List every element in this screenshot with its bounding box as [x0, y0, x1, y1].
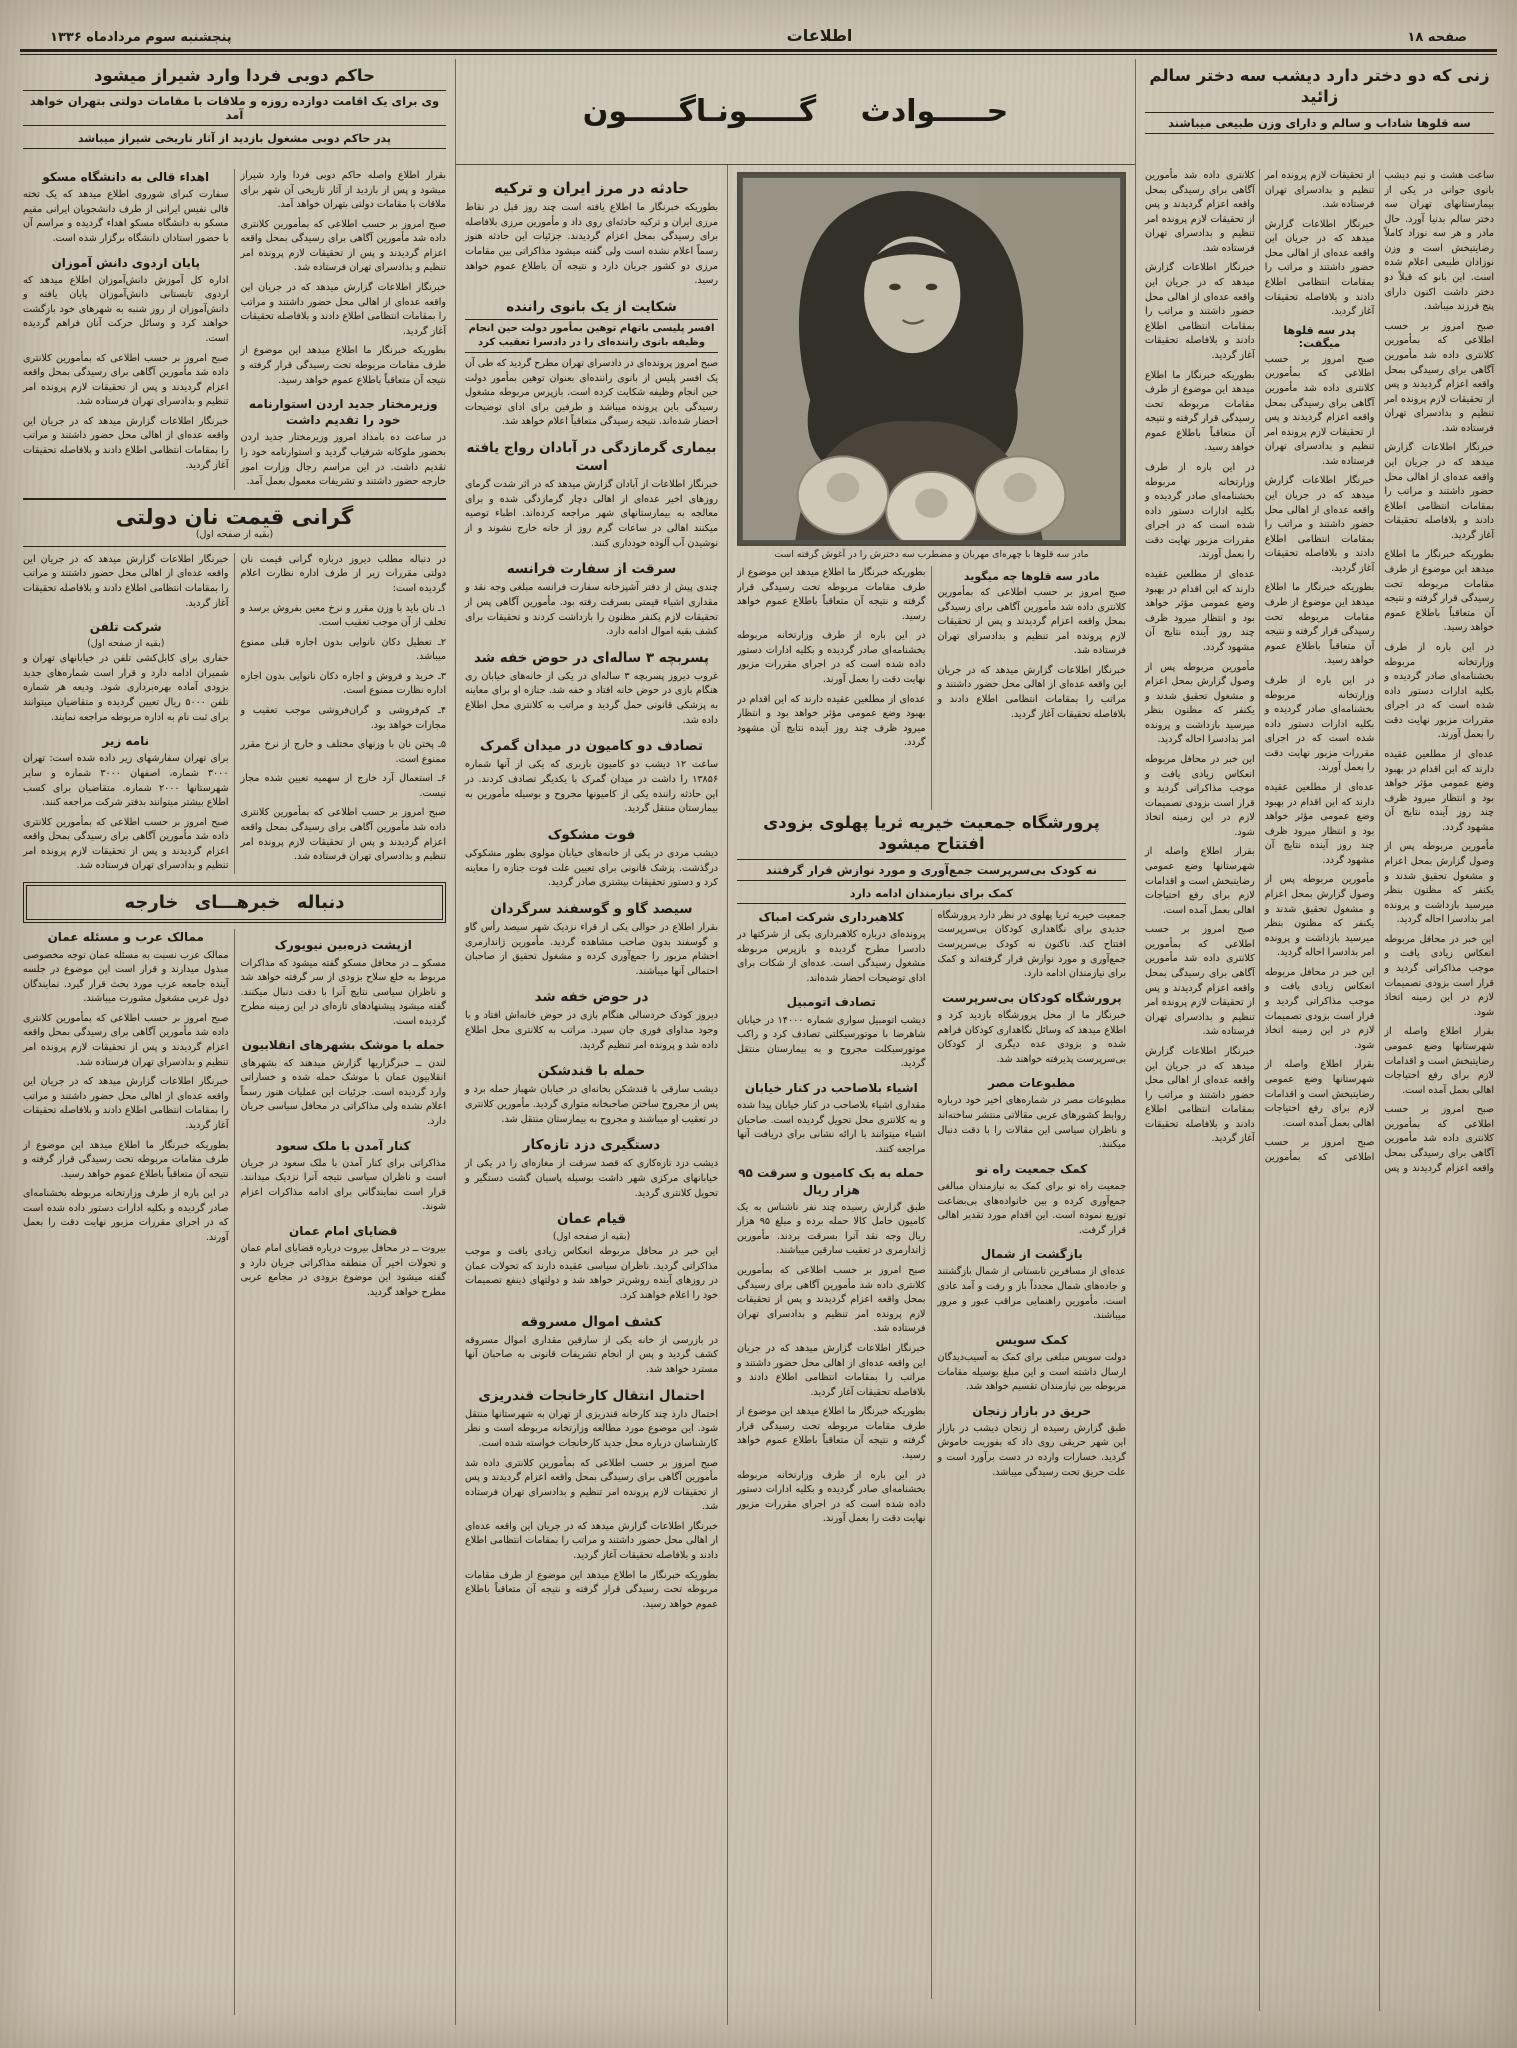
- photo-caption: مادر سه قلوها با چهره‌ای مهربان و مضطرب سه دخترش را در آغوش گرفته است: [774, 549, 1089, 560]
- foreign-section-body: مذاکراتی برای کنار آمدن با ملک سعود در جریان است و ناظران سیاسی نتیجه آنرا نزدیک میدانند. قرار است نمایندگانی برای ادامه مذاکرات اعزام شوند.: [240, 1157, 446, 1213]
- body-paragraph: مأمورین مربوطه پس از وصول گزارش بمحل اعزام و مشغول تحقیق شدند و یکنفر که مظنون بنظر میرسید بازداشت و پرونده امر بدادسرا احاله گردید.: [1264, 874, 1375, 959]
- brief-body: دولت سویس مبلغی برای کمک به آسیب‌دیدگان ارسال داشته است و این مبلغ بوسیله مقامات مربوطه بین نیازمندان تقسیم خواهد شد.: [937, 1351, 1126, 1393]
- letter-headline: نامه زیر: [102, 734, 150, 749]
- body-paragraph: صبح امروز بر حسب اطلاعی که بمأمورین کلانتری داده شد مأمورین آگاهی برای رسیدگی بمحل واقعه اعزام گردیدند و پس از تحقیقات لازم پرونده امر تنظیم و بدادسرای تهران فرستاده شد.: [1384, 320, 1494, 434]
- body-paragraph: بطوریکه خبرنگار ما اطلاع میدهد این موضوع از طرف مقامات مربوطه تحت رسیدگی قرار گرفته و نتیجه آن متعاقباً باطلاع عموم خواهد رسید.: [737, 1406, 926, 1461]
- incident-body: دیشب مردی در یکی از خانه‌های خیابان مولوی بطور مشکوکی درگذشت. پزشک قانونی برای تعیین علت فوت جنازه را معاینه کرد و دستور تحقیقات بیشتری صادر گردید.: [465, 847, 718, 889]
- incidents-extra-text: [465, 1457, 718, 1613]
- news-brief: [938, 1332, 1127, 1395]
- incident-article: [465, 737, 718, 817]
- body-paragraph: صبح امروز بر حسب اطلاعی که بمأمورین کلانتری داده شد مأمورین آگاهی برای رسیدگی بمحل واقعه اعزام گردیدند و پس از تحقیقات لازم پرونده امر تنظیم و بدادسرای تهران فرستاده شد.: [23, 816, 229, 872]
- body-paragraph: خبرنگار اطلاعات گزارش میدهد که در جریان این واقعه عده‌ای از اهالی محل حضور داشتند و مراتب را بمقامات انتظامی اطلاع دادند و بلافاصله تحقیقات آغاز گردید.: [23, 415, 229, 471]
- incident-article: [465, 988, 718, 1053]
- incident-headline: پسربچه ۳ ساله‌ای در حوض خفه شد: [473, 649, 709, 666]
- column-incidents: [455, 165, 727, 2025]
- triplets-lead: ساعت هشت و نیم دیشب بانوی جوانی در یکی از بیمارستانهای تهران سه دختر سالم بدنیا آورد. حال مادر و هر سه نوزاد کاملاً رضایتبخش است و وزن نوزادان طبیعی اعلام شده است. این بانو که قبلاً دو دختر داشت اکنون دارای پنج فرزند میباشد.: [1384, 170, 1494, 313]
- dubai-headline: حاکم دوبی فردا وارد شیراز میشود: [94, 66, 375, 85]
- body-paragraph: این خبر در محافل مربوطه انعکاس زیادی یافت و موجب مذاکراتی گردید و قرار است بزودی تصمیمات لازم در این زمینه اتخاذ شود.: [1384, 933, 1494, 1018]
- incident-article: [465, 1313, 718, 1378]
- brief-headline: کلاهبرداری شرکت امباک: [758, 909, 904, 924]
- page-number: صفحه ۱۸: [1407, 30, 1467, 45]
- body-paragraph: بطوریکه خبرنگار ما اطلاع میدهد این موضوع از طرف مقامات مربوطه تحت رسیدگی قرار گرفته و نتیجه آن متعاقباً باطلاع عموم خواهد رسید.: [737, 567, 926, 622]
- foreign-section: [241, 1037, 447, 1129]
- news-brief: [737, 1080, 926, 1158]
- dubai-subhead-2: پدر حاکم دوبی مشغول بازدید از آثار تاریخی شیراز میباشد: [23, 130, 446, 149]
- body-paragraph: خبرنگار اطلاعات گزارش میدهد که در جریان این واقعه عده‌ای از اهالی محل حضور داشتند و مراتب را بمقامات انتظامی اطلاع دادند و بلافاصله تحقیقات آغاز گردید.: [240, 282, 446, 337]
- brief-body: پرونده‌ای درباره کلاهبرداری یکی از شرکتها در دادسرا مطرح گردیده و بازپرس مربوطه مشغول رسیدگی است. عده‌ای از شکات برای ادای توضیحات احضار شده‌اند.: [737, 929, 926, 984]
- foreign-section: [23, 929, 229, 1007]
- incident-headline: قیام عمان: [557, 1211, 626, 1228]
- orphanage-lead: جمعیت خیریه ثریا پهلوی در نظر دارد پرورشگاه جدیدی برای نگاهداری کودکان بی‌سرپرست افتتاح کند. تاکنون نه کودک بی‌سرپرست جمع‌آوری و مورد نوازش قرار گرفته‌اند و کمک برای نیازمندان ادامه دارد.: [937, 909, 1126, 980]
- body-paragraph: خبرنگار اطلاعات گزارش میدهد که در جریان این واقعه عده‌ای از اهالی محل حضور داشتند و مراتب را بمقامات انتظامی اطلاع دادند و بلافاصله تحقیقات آغاز گردید.: [1145, 262, 1255, 361]
- incident-body: خبرنگار اطلاعات از آبادان گزارش میدهد که در اثر شدت گرمای روزهای اخیر عده‌ای از اهالی دچار گرمازدگی شده و برای معالجه به بیمارستانهای شهر مراجعه کرده‌اند. اطباء توصیه میکنند اهالی در ساعات گرم روز از خانه خارج نشوند و از نوشیدن آب آلوده خودداری کنند.: [465, 479, 718, 549]
- incident-article: [465, 1136, 718, 1201]
- incident-body: بطوریکه خبرنگار ما اطلاع یافته است چند روز قبل در نقاط مرزی ایران و ترکیه حادثه‌ای روی داد و مأمورین مرزی بلافاصله برای رسیدگی بمحل اعزام گردیدند. جزئیات این حادثه هنوز رسماً اعلام نشده است ولی گفته میشود مذاکراتی بین مقامات مرزی دو کشور جریان دارد و نتیجه آن باطلاع عموم خواهد رسید.: [465, 202, 718, 287]
- foreign-section-body: بیروت ــ در محافل بیروت درباره قضایای امام عمان و تحولات اخیر آن منطقه مذاکراتی جریان دارد و گفته میشود این موضوع بزودی در مجامع عربی مطرح خواهد گردید.: [240, 1243, 446, 1298]
- news-brief: [737, 1165, 926, 1259]
- body-paragraph: در این باره از طرف وزارتخانه مربوطه بخشنامه‌ای صادر گردیده و بکلیه ادارات دستور داده شده است که در اجرای مقررات مزبور نهایت دقت را بعمل آورند.: [737, 630, 926, 686]
- body-paragraph: صبح امروز بر حسب اطلاعی که بمأمورین کلانتری داده شد مأمورین آگاهی برای رسیدگی بمحل واقعه اعزام گردیدند و پس از تحقیقات لازم پرونده امر تنظیم و بدادسرای تهران فرستاده شد.: [23, 1012, 229, 1068]
- brief-body: مقداری اشیاء بلاصاحب در کنار خیابان پیدا شده و به کلانتری محل تحویل گردیده است. صاحبان اشیاء میتوانند با ارائه نشانی برای دریافت آنها مراجعه کنند.: [737, 1100, 926, 1155]
- body-paragraph: این خبر در محافل مربوطه انعکاس زیادی یافت و موجب مذاکراتی گردید و قرار است بزودی تصمیمات لازم در این زمینه اتخاذ شود.: [1145, 753, 1255, 838]
- orphanage-headline: پرورشگاه جمعیت خیریه ثریا پهلوی بزودی افتتاح میشود: [763, 813, 1100, 854]
- body-paragraph: بطوریکه خبرنگار ما اطلاع میدهد این موضوع از طرف مقامات مربوطه تحت رسیدگی قرار گرفته و نتیجه آن متعاقباً باطلاع عموم خواهد رسید.: [240, 345, 446, 386]
- bread-headline: گرانی قیمت نان دولتی: [115, 504, 354, 529]
- column-photo: [727, 165, 1135, 2025]
- incident-body: غروب دیروز پسربچه ۳ ساله‌ای در یکی از خانه‌های خیابان ری هنگام بازی در حوض خانه افتاد و خفه شد. جنازه او برای معاینه به پزشکی قانونی حمل گردید و مراتب به کلانتری محل اطلاع داده شد.: [465, 670, 719, 726]
- body-paragraph: عده‌ای از مطلعین عقیده دارند که این اقدام در بهبود وضع عمومی مؤثر خواهد بود و انتظار میرود ظرف چند روز آینده نتایج آن مشهود گردد.: [1384, 748, 1494, 833]
- telephone-headline: شرکت تلفن: [89, 620, 162, 635]
- incident-headline: در حوض خفه شد: [534, 989, 649, 1006]
- bread-rules-list: [241, 602, 447, 802]
- body-paragraph: صبح امروز بر حسب اطلاعی که بمأمورین کلانتری داده شد مأمورین آگاهی برای رسیدگی بمحل واقعه اعزام گردیدند و پس از تحقیقات لازم پرونده امر تنظیم و بدادسرای تهران فرستاده شد.: [737, 1265, 926, 1335]
- brief-headline: کمک سویس: [995, 1332, 1068, 1347]
- foreign-section-headline: قضایای امام عمان: [289, 1224, 398, 1239]
- brief-headline: اشیاء بلاصاحب در کنار خیابان: [744, 1080, 918, 1095]
- left-section-headline: وزیرمختار جدید اردن استوارنامه خود را تقدیم داشت: [248, 397, 438, 428]
- body-paragraph: در این باره از طرف وزارتخانه مربوطه بخشنامه‌ای صادر گردیده و بکلیه ادارات دستور داده شده است که در اجرای مقررات مزبور نهایت دقت را بعمل آورند.: [1264, 674, 1375, 774]
- brief-headline: کمک جمعیت راه نو: [976, 1161, 1088, 1176]
- brief-body: طبق گزارش رسیده از زنجان دیشب در بازار این شهر حریقی روی داد که بفوریت خاموش گردید. خسارات وارده در دست برآورد است و علت حریق تحت رسیدگی میباشد.: [937, 1422, 1126, 1478]
- body-paragraph: بطوریکه خبرنگار ما اطلاع میدهد این موضوع از طرف مقامات مربوطه تحت رسیدگی قرار گرفته و نتیجه آن متعاقباً باطلاع عموم خواهد رسید.: [465, 1569, 718, 1610]
- triplets-crosshead: پدر سه قلوها میگفت:: [1283, 323, 1356, 350]
- left-section-headline: اهداء قالی به دانشگاه مسکو: [42, 170, 210, 184]
- incident-body: دیروز کودک خردسالی هنگام بازی در حوض خانه‌اش افتاد و با وجود مداوای فوری جان سپرد. مراتب به کلانتری محل اطلاع داده شد و پرونده امر تنظیم گردید.: [465, 1010, 718, 1051]
- body-paragraph: ۱ـ نان باید با وزن مقرر و نرخ معین بفروش برسد و تخلف از آن موجب تعقیب است.: [240, 602, 446, 629]
- incident-headline: حمله با قندشکن: [537, 1063, 646, 1080]
- triplets-headline: زنی که دو دختر دارد دیشب سه دختر سالم زائید: [1149, 66, 1490, 107]
- incident-article: [465, 1062, 718, 1127]
- banner-title: حـــــوادث گـــــونـاگـــــون: [582, 94, 1009, 129]
- body-paragraph: صبح امروز بر حسب اطلاعی که بمأمورین کلانتری داده شد مأمورین آگاهی برای رسیدگی بمحل واقعه اعزام گردیدند و پس از تحقیقات لازم پرونده امر تنظیم و بدادسرای تهران فرستاده شد.: [1145, 170, 1375, 1163]
- column-left: [14, 165, 455, 2025]
- telephone-note: (بقیه از صفحه اول): [87, 638, 165, 650]
- incident-body: در بازرسی از خانه یکی از سارقین مقداری اموال مسروقه کشف گردید و پس از انجام تشریفات قانونی به صاحبان آنها مسترد خواهد شد.: [465, 1334, 718, 1375]
- incident-headline: فوت مشکوک: [547, 826, 636, 843]
- brief-headline: حریق در بازار زنجان: [972, 1403, 1092, 1418]
- brief-body: عده‌ای از مسافرین تابستانی از شمال بازگشتند و جاده‌های شمال مجدداً باز و رفت و آمد عادی است. مأمورین راهنمایی مراقب عبور و مرور میباشند.: [937, 1266, 1126, 1322]
- brief-headline: پرورشگاه کودکان بی‌سرپرست: [941, 990, 1122, 1005]
- body-paragraph: در این باره از طرف وزارتخانه مربوطه بخشنامه‌ای صادر گردیده و بکلیه ادارات دستور داده شده است که در اجرای مقررات مزبور نهایت دقت را بعمل آورند.: [1145, 461, 1255, 561]
- brief-headline: تصادف اتومبیل: [786, 995, 876, 1010]
- left-section: [23, 255, 229, 347]
- incident-body: صبح امروز پرونده‌ای در دادسرای تهران مطرح گردید که طی آن یک افسر پلیس از بانوی راننده‌ای بعنوان توهین بمأمور دولت حین انجام وظیفه شکایت کرده است. بازپرس مربوطه مشغول رسیدگی باین پرونده میباشد و طرفین برای ادای توضیحات احضار شده‌اند. نتیجه رسیدگی متعاقباً اعلام خواهد شد.: [465, 357, 718, 428]
- body-paragraph: خبرنگار اطلاعات گزارش میدهد که در جریان این واقعه عده‌ای از اهالی محل حضور داشتند و مراتب را بمقامات انتظامی اطلاع دادند و بلافاصله تحقیقات آغاز گردید.: [937, 664, 1126, 720]
- left-top-extra-text: [23, 352, 229, 474]
- body-paragraph: عده‌ای از مطلعین عقیده دارند که این اقدام در بهبود وضع عمومی مؤثر خواهد بود و انتظار میرود ظرف چند روز آینده نتایج آن مشهود گردد.: [1264, 781, 1375, 866]
- column-triplets: [1135, 165, 1503, 2025]
- foreign-section-headline: ممالک عرب و مسئله عمان: [47, 930, 204, 945]
- body-paragraph: صبح امروز بر حسب اطلاعی که بمأمورین کلانتری داده شد مأمورین آگاهی برای رسیدگی بمحل واقعه اعزام گردیدند و پس از تحقیقات لازم پرونده امر تنظیم و بدادسرای تهران فرستاده شد.: [465, 1457, 718, 1513]
- body-paragraph: عده‌ای از مطلعین عقیده دارند که این اقدام در بهبود وضع عمومی مؤثر خواهد بود و انتظار میرود ظرف چند روز آینده نتایج آن مشهود گردد.: [1145, 569, 1255, 653]
- incident-body: چندی پیش از دفتر آشپزخانه سفارت فرانسه مبلغی وجه نقد و مقداری اشیاء قیمتی بسرقت رفته بود. مأمورین آگاهی پس از تحقیقات لازم یکنفر مظنون را بازداشت کردند و تحقیقات برای کشف بقیه اموال ادامه دارد.: [465, 582, 718, 638]
- body-paragraph: خبرنگار اطلاعات گزارش میدهد که در جریان این واقعه عده‌ای از اهالی محل حضور داشتند و مراتب را بمقامات انتظامی اطلاع دادند و بلافاصله تحقیقات آغاز گردید.: [23, 553, 229, 609]
- orphanage-subhead-1: نه کودک بی‌سرپرست جمع‌آوری و مورد نوازش قرار گرفتند: [737, 859, 1126, 881]
- body-paragraph: بقرار اطلاع واصله از شهرستانها وضع عمومی رضایتبخش است و اقدامات لازم برای رفع احتیاجات اهالی بعمل آمده است.: [1145, 846, 1255, 916]
- orphanage-body: [737, 909, 1126, 1999]
- body-paragraph: خبرنگار اطلاعات گزارش میدهد که در جریان این واقعه عده‌ای از اهالی محل حضور داشتند و مراتب را بمقامات انتظامی اطلاع دادند و بلافاصله تحقیقات آغاز گردید.: [1145, 1045, 1255, 1145]
- body-paragraph: در این باره از طرف وزارتخانه مربوطه بخشنامه‌ای صادر گردیده و بکلیه ادارات دستور داده شده است که در اجرای مقررات مزبور نهایت دقت را بعمل آورند.: [23, 1188, 229, 1243]
- left-bottom-extra-text: [23, 1012, 229, 1246]
- incident-article: [465, 1387, 718, 1452]
- brief-headline: حمله به یک کامیون و سرقت ۹۵ هزار ریال: [738, 1166, 925, 1197]
- body-paragraph: بقرار اطلاع واصله از شهرستانها وضع عمومی رضایتبخش است و اقدامات لازم برای رفع احتیاجات اهالی بعمل آمده است.: [1384, 1026, 1494, 1096]
- left-section-body: در ساعت ده بامداد امروز وزیرمختار جدید اردن بحضور ملوکانه شرفیاب گردید و استوارنامه خود را تقدیم داشت. در این مراسم رجال وزارت امور خارجه حضور داشتند و تشریفات معمول بعمل آمد.: [240, 432, 446, 488]
- masthead: [14, 26, 1503, 49]
- triplets-photo: [737, 172, 1126, 546]
- news-brief: [938, 1075, 1127, 1153]
- body-paragraph: در این باره از طرف وزارتخانه مربوطه بخشنامه‌ای صادر گردیده و بکلیه ادارات دستور داده شده است که در اجرای مقررات مزبور نهایت دقت را بعمل آورند.: [1384, 641, 1494, 741]
- triplets-subhead: سه قلوها شاداب و سالم و دارای وزن طبیعی میباشند: [1145, 112, 1494, 134]
- body-paragraph: بطوریکه خبرنگار ما اطلاع میدهد این موضوع از طرف مقامات مربوطه تحت رسیدگی قرار گرفته و نتیجه آن متعاقباً باطلاع عموم خواهد رسید.: [1145, 369, 1255, 454]
- dubai-headline-block: [14, 59, 455, 165]
- triplets-continuation: [737, 566, 1126, 810]
- body-paragraph: بطوریکه خبرنگار ما اطلاع میدهد این موضوع از طرف مقامات مربوطه تحت رسیدگی قرار گرفته و نتیجه آن متعاقباً باطلاع عموم خواهد رسید.: [1264, 582, 1375, 667]
- body-paragraph: این خبر در محافل مربوطه انعکاس زیادی یافت و موجب مذاکراتی گردید و قرار است بزودی تصمیمات لازم در این زمینه اتخاذ شود.: [1264, 966, 1375, 1051]
- left-section-body: اداره کل آموزش دانش‌آموزان اطلاع میدهد که اردوی تابستانی دانش‌آموزان پایان یافته و دانش‌آموزان از روز شنبه به شهرهای خود بازگشت خواهند کرد و وسائل حرکت آنان فراهم گردیده است.: [23, 274, 229, 344]
- foreign-section-headline: حمله با موشک بشهرهای انقلابیون: [241, 1038, 445, 1053]
- triplets-headline-block: [1135, 59, 1503, 165]
- left-section-body: سفارت کبرای شوروی اطلاع میدهد که یک تخته قالی نفیس ایرانی از طرف دانشجویان ایرانی مقیم مسکو به دانشگاه مسکو اهداء گردیده و مراسم آن با حضور استادان دانشگاه برگزار شده است.: [23, 189, 229, 244]
- incident-headline: تصادف دو کامیون در میدان گمرک: [479, 738, 704, 755]
- section-banner: [455, 59, 1135, 165]
- letter-extra-text: [23, 816, 229, 874]
- incident-headline: سرقت از سفارت فرانسه: [506, 561, 677, 578]
- dubai-subhead-1: وی برای یک اقامت دوازده روزه و ملاقات با مقامات دولتی بتهران خواهد آمد: [23, 90, 446, 126]
- bread-article-header: [23, 498, 446, 547]
- page-content: [14, 59, 1503, 2025]
- mother-with-triplets-photo: [739, 174, 1124, 544]
- incident-article: [465, 560, 718, 640]
- news-brief: [938, 1246, 1127, 1324]
- news-brief: [737, 909, 926, 987]
- dubai-lead: بقرار اطلاع واصله حاکم دوبی فردا وارد شیراز میشود و پس از بازدید از آثار تاریخی آن شهر برای ملاقات با مقامات دولتی بتهران خواهد آمد.: [240, 170, 446, 211]
- incident-body: دیشب سارقی با قندشکن بخانه‌ای در خیابان شهباز حمله برد و پس از مجروح ساختن صاحبخانه متواری گردید. مأمورین کلانتری در تعقیب او میباشند و مجروح به بیمارستان منتقل شد.: [465, 1084, 718, 1125]
- body-paragraph: صبح امروز بر حسب اطلاعی که بمأمورین کلانتری داده شد مأمورین آگاهی برای رسیدگی بمحل واقعه اعزام گردیدند و پس از تحقیقات لازم پرونده امر تنظیم و بدادسرای تهران فرستاده شد.: [937, 587, 1126, 657]
- foreign-section-headline: کنار آمدن با ملک سعود: [275, 1138, 411, 1153]
- foreign-news-box: [23, 882, 446, 923]
- letter-body: برای تهران سفارشهای زیر داده شده است: تهران ۳۰۰۰ شماره، اصفهان ۳۰۰۰ شماره و سایر شهرستانها ۲۰۰۰ شماره. متقاضیان برای کسب اطلاع بیشتر میتوانند بدفتر شرکت مراجعه کنند.: [23, 753, 229, 809]
- bread-note: (بقیه از صفحه اول): [195, 528, 274, 540]
- incident-article: [465, 826, 718, 891]
- body-paragraph: مأمورین مربوطه پس از وصول گزارش بمحل اعزام و مشغول تحقیق شدند و یکنفر که مظنون بنظر میرسید بازداشت و پرونده امر بدادسرا احاله گردید.: [1145, 661, 1255, 746]
- body-paragraph: خبرنگار اطلاعات گزارش میدهد که در جریان این واقعه عده‌ای از اهالی محل حضور داشتند و مراتب را بمقامات انتظامی اطلاع دادند و بلافاصله تحقیقات آغاز گردید.: [23, 1076, 229, 1131]
- news-brief: [938, 1403, 1127, 1481]
- foreign-section: [241, 937, 447, 1029]
- body-paragraph: ۳ـ خرید و فروش و اجاره دکان نانوایی بدون اجازه اداره نظارت ممنوع است.: [240, 670, 446, 697]
- triplets-text-2: [1145, 169, 1374, 1176]
- foreign-news-title: دنباله خبرهـــای خارجه: [124, 892, 345, 914]
- body-paragraph: صبح امروز بر حسب اطلاعی که بمأمورین کلانتری داده شد مأمورین آگاهی برای رسیدگی بمحل واقعه اعزام گردیدند و پس از تحقیقات لازم پرونده امر تنظیم و بدادسرای تهران فرستاده شد.: [240, 218, 446, 274]
- telephone-body: حفاری برای کابل‌کشی تلفن در خیابانهای تهران و شمیران ادامه دارد و قرار است شماره‌های جدید بزودی آماده بهره‌برداری شود. ودیعه هر شماره تلفن ۵۰۰۰ ریال تعیین گردیده و متقاضیان میتوانند برای ثبت نام به اداره مربوطه مراجعه نمایند.: [23, 653, 229, 723]
- body-paragraph: مأمورین مربوطه پس از وصول گزارش بمحل اعزام و مشغول تحقیق شدند و یکنفر که مظنون بنظر میرسید بازداشت و پرونده امر بدادسرا احاله گردید.: [1384, 841, 1494, 926]
- body-paragraph: صبح امروز بر حسب اطلاعی که بمأمورین کلانتری داده شد مأمورین آگاهی برای رسیدگی بمحل واقعه اعزام گردیدند و پس از تحقیقات لازم پرونده امر تنظیم و بدادسرای تهران فرستاده شد.: [1264, 353, 1375, 467]
- brief-body: مطبوعات مصر در شماره‌های اخیر خود درباره روابط کشورهای عربی مقالاتی منتشر ساخته‌اند و ناظران سیاسی این مقالات را با دقت دنبال میکنند.: [937, 1095, 1126, 1151]
- left-section: [241, 396, 447, 490]
- body-paragraph: بطوریکه خبرنگار ما اطلاع میدهد این موضوع از طرف مقامات مربوطه تحت رسیدگی قرار گرفته و نتیجه آن متعاقباً باطلاع عموم خواهد رسید.: [23, 1139, 229, 1180]
- orphanage-extra-text: [737, 1264, 926, 1527]
- incident-headline: کشف اموال مسروقه: [521, 1313, 662, 1330]
- masthead-rule: [20, 49, 1497, 55]
- orphanage-subhead-2: کمک برای نیازمندان ادامه دارد: [737, 885, 1126, 904]
- incident-body: ساعت ۱۲ دیشب دو کامیون باربری که یکی از آنها شماره ۱۳۸۵۶ را داشت در میدان گمرک با یکدیگر تصادف کردند. در این حادثه راننده یکی از کامیونها مجروح و بوسیله مأمورین به بیمارستان منتقل گردید.: [465, 759, 719, 815]
- brief-body: طبق گزارش رسیده چند نفر ناشناس به یک کامیون حامل کالا حمله برده و مبلغ ۹۵ هزار ریال وجه نقد آنرا بسرقت بردند. مأمورین ژاندارمری در تعقیب سارقین میباشند.: [737, 1201, 926, 1257]
- incident-headline: بیماری گرمازدگی در آبادان رواج یافته است: [466, 439, 717, 475]
- body-paragraph: خبرنگار اطلاعات گزارش میدهد که در جریان این واقعه عده‌ای از اهالی محل حضور داشتند و مراتب را بمقامات انتظامی اطلاع دادند و بلافاصله تحقیقات آغاز گردید.: [1264, 475, 1375, 574]
- triplets-continuation-text: [737, 566, 1126, 751]
- left-section: [23, 169, 229, 247]
- body-paragraph: صبح امروز بر حسب اطلاعی که بمأمورین کلانتری داده شد مأمورین آگاهی برای رسیدگی بمحل واقعه اعزام گردیدند و پس از تحقیقات لازم پرونده امر تنظیم و بدادسرای تهران فرستاده شد.: [23, 352, 229, 408]
- body-paragraph: ۵ـ پختن نان با وزنهای مختلف و خارج از نرخ مقرر ممنوع است.: [240, 739, 446, 765]
- incident-article: [465, 439, 718, 551]
- body-paragraph: ۲ـ تعطیل دکان نانوایی بدون اجازه قبلی ممنوع میباشد.: [240, 636, 446, 663]
- body-paragraph: خبرنگار اطلاعات گزارش میدهد که در جریان این واقعه عده‌ای از اهالی محل حضور داشتند و مراتب را بمقامات انتظامی اطلاع دادند و بلافاصله تحقیقات آغاز گردید.: [465, 1520, 718, 1561]
- incident-article: [465, 1210, 718, 1304]
- incident-headline: سیصد گاو و گوسفند سرگردان: [490, 900, 693, 917]
- incident-headline: احتمال انتقال کارخانجات قندریزی: [478, 1387, 705, 1404]
- incident-body: این خبر در محافل مربوطه انعکاس زیادی یافت و موجب مذاکراتی گردید. ناظران سیاسی عقیده دارند که تحولات عمان در روزهای آینده روشن‌تر خواهد شد و دولتهای ذینفع تصمیمات خود را اعلام خواهند کرد.: [465, 1246, 718, 1302]
- left-section-headline: پایان اردوی دانش آموزان: [51, 255, 200, 270]
- brief-headline: مطبوعات مصر: [988, 1076, 1076, 1091]
- incident-headline: دستگیری دزد تازه‌کار: [522, 1137, 661, 1154]
- body-paragraph: ۶ـ استعمال آرد خارج از سهمیه تعیین شده مجاز نیست.: [240, 773, 446, 799]
- incident-body: بقرار اطلاع در حوالی یکی از قراء نزدیک شهر سیصد رأس گاو و گوسفند بدون صاحب مشاهده گردید. مأمورین ژاندارمری احشام مزبور را جمع‌آوری کرده و مشغول تحقیق از صاحبان احتمالی آنها میباشند.: [465, 921, 718, 977]
- brief-body: خبرنگار ما از محل پرورشگاه بازدید کرد و اطلاع میدهد که وسائل نگاهداری کودکان فراهم شده و بزودی عده دیگری از کودکان بی‌سرپرست پذیرفته خواهند شد.: [937, 1009, 1126, 1065]
- body-paragraph: خبرنگار اطلاعات گزارش میدهد که در جریان این واقعه عده‌ای از اهالی محل حضور داشتند و مراتب را بمقامات انتظامی اطلاع دادند و بلافاصله تحقیقات آغاز گردید.: [1264, 218, 1375, 318]
- body-paragraph: ۴ـ کم‌فروشی و گران‌فروشی موجب تعقیب و مجازات خواهد بود.: [240, 704, 446, 731]
- continued-note: (بقیه از صفحه اول): [552, 1231, 631, 1243]
- incident-headline: حادثه در مرز ایران و ترکیه: [494, 179, 689, 197]
- foreign-section-body: لندن ــ خبرگزاریها گزارش میدهند که بشهرهای انقلابیون عمان با موشک حمله شده و خساراتی وارد گردیده است. جزئیات این عملیات هنوز رسماً اعلام نشده ولی مذاکراتی در محافل سیاسی جریان دارد.: [240, 1057, 446, 1127]
- body-paragraph: خبرنگار اطلاعات گزارش میدهد که در جریان این واقعه عده‌ای از اهالی محل حضور داشتند و مراتب را بمقامات انتظامی اطلاع دادند و بلافاصله تحقیقات آغاز گردید.: [1384, 442, 1494, 541]
- incident-subhead: افسر پلیسی باتهام توهین بمأمور دولت حین انجام وظیفه بانوی راننده‌ای را در دادسرا تعقیب کرد: [465, 319, 718, 353]
- foreign-section-headline: ازپشت ذره‌بین نیویورک: [274, 938, 412, 953]
- paper-title: اطلاعات: [786, 26, 853, 45]
- brief-body: دیشب اتومبیل سواری شماره ۱۴۰۰۰ در خیابان شاهرضا با موتورسیکلتی تصادف کرد و راکب موتورسیکلت مجروح و به بیمارستان منتقل گردید.: [737, 1014, 926, 1070]
- incident-body: احتمال دارد چند کارخانه قندریزی از تهران به شهرستانها منتقل شود. این موضوع مورد مطالعه وزارتخانه مربوطه است و نظر کارشناسان درباره محل جدید کارخانجات خواسته شده است.: [465, 1408, 718, 1449]
- body-paragraph: در این باره از طرف وزارتخانه مربوطه بخشنامه‌ای صادر گردیده و بکلیه ادارات دستور داده شده است که در اجرای مقررات مزبور نهایت دقت را بعمل آورند.: [737, 1469, 926, 1525]
- news-brief: [938, 990, 1127, 1068]
- incident-article: [465, 178, 718, 289]
- body-paragraph: بقرار اطلاع واصله از شهرستانها وضع عمومی رضایتبخش است و اقدامات لازم برای رفع احتیاجات اهالی بعمل آمده است.: [1264, 1059, 1375, 1129]
- foreign-section-body: ممالک عرب نسبت به مسئله عمان توجه مخصوصی مبذول میدارند و قرار است این موضوع در جلسه آینده جامعه عرب مورد بحث قرار گیرد. نمایندگان دول عربی مشغول مشورت میباشند.: [23, 949, 229, 1005]
- left-column-flow: [23, 169, 446, 2015]
- foreign-section: [241, 1138, 447, 1216]
- news-brief: [938, 1161, 1127, 1239]
- body-paragraph: صبح امروز بر حسب اطلاعی که بمأمورین کلانتری داده شد مأمورین آگاهی برای رسیدگی بمحل واقعه اعزام گردیدند و پس از تحقیقات لازم پرونده امر تنظیم و بدادسرای تهران فرستاده شد.: [1145, 924, 1255, 1038]
- brief-headline: بازگشت از شمال: [980, 1247, 1083, 1262]
- incident-headline: شکایت از یک بانوی راننده: [506, 298, 677, 315]
- dubai-body: [241, 218, 447, 388]
- incident-article: [465, 649, 718, 729]
- foreign-section-body: مسکو ــ در محافل مسکو گفته میشود که مذاکرات مربوط به خلع سلاح بزودی از سر گرفته خواهد شد و ناظران سیاسی نتایج آنرا با دقت دنبال میکنند. گفته میشود پیشنهادهای تازه‌ای در این زمینه مطرح گردیده است.: [240, 957, 446, 1027]
- edition-date: پنجشنبه سوم مردادماه ۱۳۳۶: [50, 30, 232, 45]
- triplets-crosshead-mother: مادر سه قلوها چه میگوید: [963, 570, 1100, 583]
- foreign-section: [241, 1223, 447, 1301]
- body-paragraph: بطوریکه خبرنگار ما اطلاع میدهد این موضوع از طرف مقامات مربوطه تحت رسیدگی قرار گرفته و نتیجه آن متعاقباً باطلاع عموم خواهد رسید.: [1384, 549, 1494, 634]
- body-paragraph: صبح امروز بر حسب اطلاعی که بمأمورین کلانتری داده شد مأمورین آگاهی برای رسیدگی بمحل واقعه اعزام گردیدند و پس از تحقیقات لازم پرونده امر تنظیم و بدادسرای تهران فرستاده شد.: [1264, 170, 1494, 1174]
- incident-article: [465, 298, 718, 430]
- triplets-body: [1145, 169, 1494, 2011]
- news-brief: [737, 994, 926, 1072]
- bread-intro: در دنباله مطلب دیروز درباره گرانی قیمت نان دولتی مقررات زیر از طرف اداره نظارت اعلام گردیده است:: [240, 553, 446, 594]
- brief-body: جمعیت راه نو برای کمک به نیازمندان مبالغی جمع‌آوری کرده و بین خانواده‌های بی‌بضاعت توزیع نموده است. این اقدام مورد تقدیر اهالی قرار گرفت.: [937, 1180, 1126, 1236]
- incident-body: دیشب دزد تازه‌کاری که قصد سرقت از مغازه‌ای را در یکی از خیابانهای مرکزی شهر داشت بوسیله پاسبان گشت دستگیر و تحویل کلانتری گردید.: [465, 1158, 718, 1199]
- body-paragraph: خبرنگار اطلاعات گزارش میدهد که در جریان این واقعه عده‌ای از اهالی محل حضور داشتند و مراتب را بمقامات انتظامی اطلاع دادند و بلافاصله تحقیقات آغاز گردید.: [737, 1342, 926, 1398]
- body-paragraph: صبح امروز بر حسب اطلاعی که بمأمورین کلانتری داده شد مأمورین آگاهی برای رسیدگی بمحل واقعه اعزام گردیدند و پس از تحقیقات لازم پرونده امر تنظیم و بدادسرای تهران فرستاده شد.: [240, 807, 446, 863]
- body-paragraph: عده‌ای از مطلعین عقیده دارند که این اقدام در بهبود وضع عمومی مؤثر خواهد بود و انتظار میرود ظرف چند روز آینده نتایج آن مشهود گردد.: [737, 693, 926, 749]
- incident-article: [465, 900, 718, 980]
